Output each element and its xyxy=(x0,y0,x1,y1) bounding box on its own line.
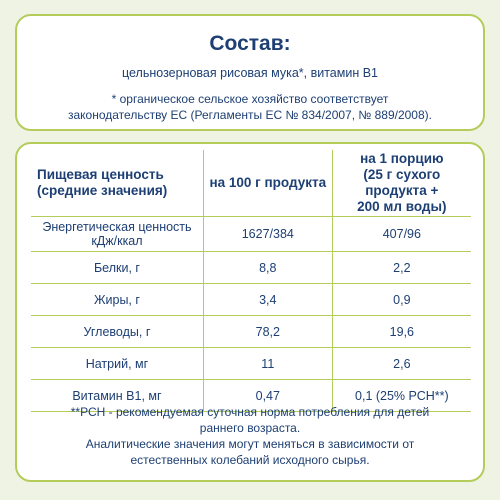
footnote xyxy=(27,404,473,468)
row-label-line: кДж/ккал xyxy=(91,234,143,248)
row-per-100g: 11 xyxy=(203,348,332,380)
nutrition-card xyxy=(15,142,485,482)
composition-note-line: законодательству ЕС (Регламенты ЕС № 834/2007, № 889/2008). xyxy=(68,108,432,122)
row-label: Натрий, мг xyxy=(31,348,203,380)
header-line: 200 мл воды) xyxy=(357,199,447,214)
footnote-line: естественных колебаний исходного сырья. xyxy=(130,453,370,467)
row-per-100g: 1627/384 xyxy=(203,217,332,252)
row-per-100g: 0,47 xyxy=(203,380,332,412)
row-per-portion: 19,6 xyxy=(332,316,471,348)
table-row xyxy=(31,217,471,252)
table-row xyxy=(31,252,471,284)
header-per-portion xyxy=(332,150,471,217)
row-label: Углеводы, г xyxy=(31,316,203,348)
header-nutrition-value xyxy=(31,150,203,217)
row-per-portion: 0,9 xyxy=(332,284,471,316)
row-per-100g: 3,4 xyxy=(203,284,332,316)
footnote-line: Аналитические значения могут меняться в зависимости от xyxy=(85,437,415,451)
row-per-portion: 2,6 xyxy=(332,348,471,380)
row-label-line: Энергетическая ценность xyxy=(42,220,192,234)
row-per-portion: 0,1 (25% РСН**) xyxy=(332,380,471,412)
row-per-portion: 407/96 xyxy=(332,217,471,252)
composition-card xyxy=(15,14,485,131)
table-row xyxy=(31,284,471,316)
row-label: Витамин В1, мг xyxy=(31,380,203,412)
header-line: (средние значения) xyxy=(37,183,168,198)
row-per-100g: 8,8 xyxy=(203,252,332,284)
composition-note-line: * органическое сельское хозяйство соответствует xyxy=(111,92,389,106)
header-line: (25 г сухого xyxy=(363,167,441,182)
row-per-portion: 2,2 xyxy=(332,252,471,284)
table-row xyxy=(31,348,471,380)
row-per-100g: 78,2 xyxy=(203,316,332,348)
composition-note xyxy=(17,91,483,123)
row-label xyxy=(31,217,203,252)
composition-ingredients: цельнозерновая рисовая мука*, витамин В1 xyxy=(122,66,378,80)
row-label: Белки, г xyxy=(31,252,203,284)
table-row xyxy=(31,316,471,348)
footnote-line: раннего возраста. xyxy=(199,421,301,435)
row-label: Жиры, г xyxy=(31,284,203,316)
header-line: на 1 порцию xyxy=(360,151,444,166)
header-line: Пищевая ценность xyxy=(37,167,164,182)
table-header-row xyxy=(31,150,471,217)
nutrition-table xyxy=(31,150,471,412)
composition-title: Состав: xyxy=(209,32,291,55)
footnote-line: **РСН - рекомендуемая суточная норма потребления для детей xyxy=(70,405,430,419)
header-per-100g: на 100 г продукта xyxy=(203,150,332,217)
header-line: продукта + xyxy=(365,183,439,198)
